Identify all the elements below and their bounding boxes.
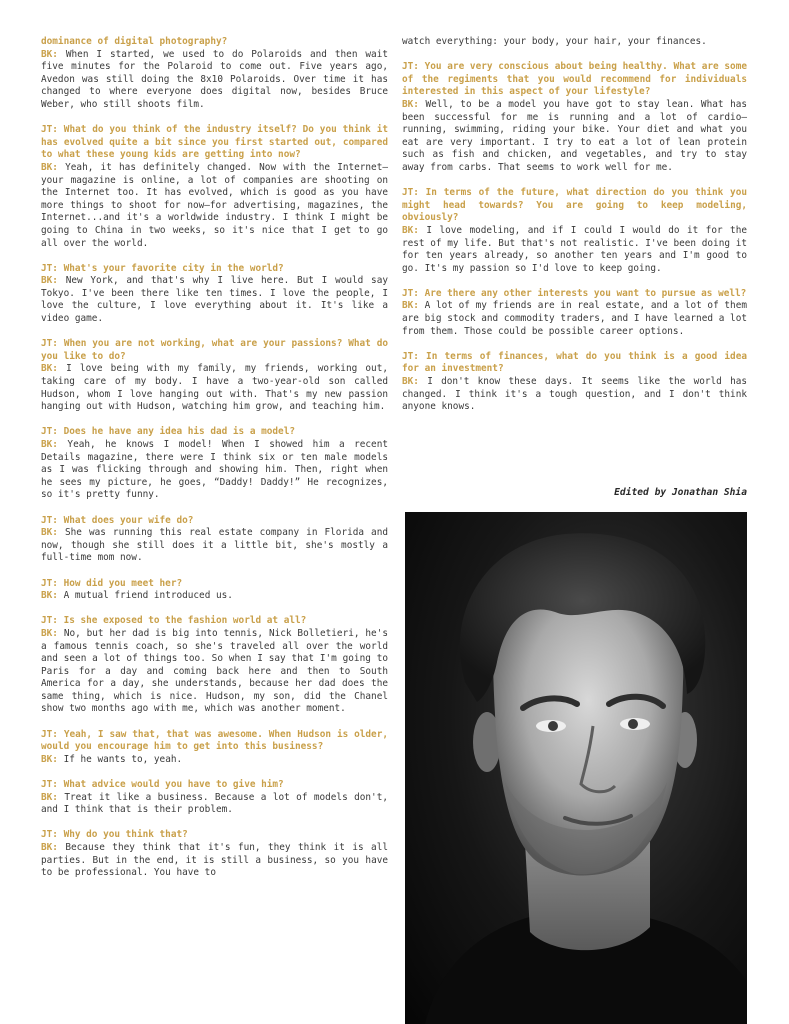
qa-block xyxy=(41,578,388,603)
left-column xyxy=(41,36,388,892)
portrait-illustration xyxy=(405,512,747,1024)
question: JT: In terms of finances, what do you think is a good idea for an investment? xyxy=(402,350,747,375)
speaker-label: BK: xyxy=(402,98,419,110)
speaker-label: BK: xyxy=(41,48,58,60)
answer xyxy=(41,754,388,767)
answer-text: Treat it like a business. Because a lot of models don't, and I think that is their problem. xyxy=(41,791,388,816)
speaker-label: BK: xyxy=(41,527,58,539)
speaker-label: BK: xyxy=(41,275,58,287)
question: JT: In terms of the future, what direction do you think you might head towards? You are going to keep modeling, obviously? xyxy=(402,187,747,224)
iris-right xyxy=(628,719,638,729)
question: dominance of digital photography? xyxy=(41,36,228,47)
qa-block xyxy=(41,515,388,565)
answer xyxy=(41,628,388,716)
qa-block xyxy=(41,615,388,716)
question: JT: You are very conscious about being healthy. What are some of the regiments that you would recommend for individuals interested in this aspect of your lifestyle? xyxy=(402,61,747,98)
answer xyxy=(402,225,747,275)
answer xyxy=(41,792,388,817)
question: JT: Why do you think that? xyxy=(41,829,188,841)
qa-block xyxy=(41,36,388,112)
answer xyxy=(402,300,747,338)
answer xyxy=(41,49,388,112)
qa-block xyxy=(402,351,747,414)
qa-block xyxy=(41,779,388,817)
answer xyxy=(402,376,747,414)
answer-text: I love being with my family, my friends, working out, taking care of my body. I have a two-year-old son called Hudson, whom I love hanging out with. That's my new passion hanging out with Hudson, watching him grow, and teaching him. xyxy=(41,363,388,413)
question: JT: Does he have any idea his dad is a model? xyxy=(41,426,295,438)
answer xyxy=(41,842,388,880)
answer-text: No, but her dad is big into tennis, Nick Bolletieri, he's a famous tennis coach, so she's traveled all over the world and seen a lot of things too. So when I say that I'm going to Paris for a day and coming back here and then to South America for a day, she understands, because her dad does the same thing, which is nice. Hudson, my son, did the Chanel show two months ago with me, which was another moment. xyxy=(41,627,388,715)
editor-credit: Edited by Jonathan Shia xyxy=(614,487,747,498)
answer xyxy=(41,363,388,413)
qa-block xyxy=(41,729,388,767)
answer-text: She was running this real estate company in Florida and now, though she still does it a little bit, she's mostly a full-time mom now. xyxy=(41,527,388,564)
answer xyxy=(41,275,388,325)
question: JT: What do you think of the industry itself? Do you think it has evolved quite a bit since you first started out, compared to what these young kids are getting into now? xyxy=(41,124,388,161)
qa-block xyxy=(41,426,388,502)
qa-block xyxy=(402,61,747,174)
speaker-label: BK: xyxy=(41,590,58,602)
answer-text: Yeah, he knows I model! When I showed him a recent Details magazine, there were I think six or ten male models as I was flicking through and showing him. Then, right when he sees my picture, he goes, “Daddy! Daddy!” He recognizes, so it's pretty funny. xyxy=(41,439,388,501)
speaker-label: BK: xyxy=(41,627,58,639)
speaker-label: BK: xyxy=(41,363,58,375)
question: JT: How did you meet her? xyxy=(41,577,183,589)
continuation-text: watch everything: your body, your hair, your finances. xyxy=(402,36,707,47)
answer-text: New York, and that's why I live here. But I would say Tokyo. I've been there like ten times. I love the people, I love the culture, I love everything about it. It's like a video game. xyxy=(41,275,388,325)
answer-text: When I started, we used to do Polaroids and then wait five minutes for the Polaroid to come out. Five years ago, Avedon was still doing the 8x10 Polaroids. Over time it has changed to where everyone does digital now, besides Bruce Weber, who still shoots film. xyxy=(41,48,388,110)
qa-block xyxy=(402,288,747,338)
question: JT: What's your favorite city in the world? xyxy=(41,262,284,274)
question: JT: When you are not working, what are your passions? What do you like to do? xyxy=(41,338,388,362)
answer-text: I love modeling, and if I could I would do it for the rest of my life. But that's not realistic. I've been doing it for ten years already, so another ten years and I'm good to go. It's my passion so I'd love to keep going. xyxy=(402,224,747,274)
qa-block xyxy=(402,187,747,275)
speaker-label: BK: xyxy=(41,439,58,450)
question: JT: Are there any other interests you want to pursue as well? xyxy=(402,287,747,299)
answer-continuation xyxy=(402,36,747,49)
question: JT: What does your wife do? xyxy=(41,514,194,526)
answer-text: A mutual friend introduced us. xyxy=(63,590,233,602)
iris-left xyxy=(548,721,558,731)
answer-text: Because they think that it's fun, they think it is all parties. But in the end, it is still a business, so you have to be professional. You have to xyxy=(41,842,388,879)
answer-text: I don't know these days. It seems like the world has changed. I think it's a tough question, and I don't think anyone knows. xyxy=(402,376,747,413)
answer-text: If he wants to, yeah. xyxy=(63,753,183,765)
speaker-label: BK: xyxy=(402,300,419,312)
answer-text: Well, to be a model you have got to stay lean. What has been successful for me is running and a lot of cardio—running, swimming, riding your bike. Your diet and what you eat are very important. I try to eat a lot of lean protein such as fish and chicken, and vegetables, and try to stay away from carbs. That seems to work well for me. xyxy=(402,98,747,173)
qa-block xyxy=(41,338,388,414)
speaker-label: BK: xyxy=(41,842,58,853)
right-column xyxy=(402,36,747,426)
answer xyxy=(41,590,388,603)
answer xyxy=(41,162,388,250)
question: JT: Is she exposed to the fashion world at all? xyxy=(41,615,307,627)
speaker-label: BK: xyxy=(41,753,58,765)
answer xyxy=(41,527,388,565)
qa-block xyxy=(41,829,388,879)
portrait-photo xyxy=(405,512,747,1024)
speaker-label: BK: xyxy=(41,791,58,803)
speaker-label: BK: xyxy=(41,161,58,173)
qa-block xyxy=(41,124,388,250)
question: JT: Yeah, I saw that, that was awesome. When Hudson is older, would you encourage him to get into this business? xyxy=(41,728,388,753)
speaker-label: BK: xyxy=(402,224,419,236)
answer xyxy=(41,439,388,502)
answer-text: A lot of my friends are in real estate, and a lot of them are big stock and commodity traders, and I have learned a lot from them. Those could be possible career options. xyxy=(402,300,747,337)
question: JT: What advice would you have to give him? xyxy=(41,779,284,791)
answer-text: Yeah, it has definitely changed. Now with the Internet—your magazine is online, a lot of companies are shooting on the Internet too. It has evolved, which is good as you have more things to shoot for now—for advertising, magazines, the Internet...and it's a worldwide industry. I think I might be going to China in two weeks, so it's nice that I get to go all over the world. xyxy=(41,161,388,249)
speaker-label: BK: xyxy=(402,376,419,388)
answer xyxy=(402,99,747,175)
qa-block xyxy=(41,263,388,326)
